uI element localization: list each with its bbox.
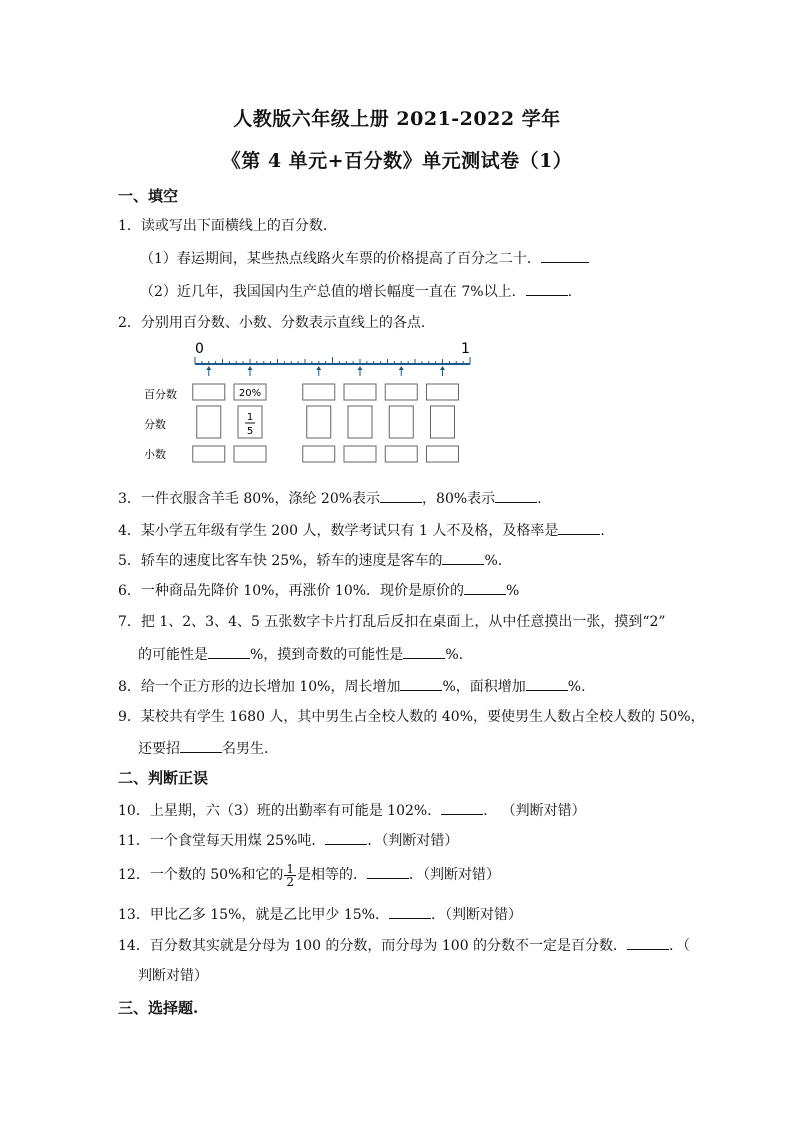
question-1-part-2-end: . [567,284,573,300]
section-multiple-choice-heading: 三、选择题. [118,999,199,1017]
section-fill-in-heading: 一、填空 [118,187,179,205]
point-arrowhead [316,366,321,370]
question-7-text-a: 的可能性是 [138,647,208,663]
question-12 [118,860,500,890]
decimal-answer-box [193,446,225,462]
number-line-figure [140,336,485,471]
point-arrows [206,366,445,376]
fraction-answer-box [431,406,455,438]
answer-boxes [193,384,459,462]
question-14-text-b: ．（ [669,938,691,954]
question-3 [118,488,542,509]
question-1-part-2 [140,281,572,302]
answer-blank[interactable] [367,864,409,879]
question-6-text-a: 6．一种商品先降价 10%，再涨价 10%．现价是原价的 [118,583,465,599]
point-arrowhead [248,366,253,370]
question-11-text-b: ．（判断对错） [367,833,459,849]
number-line-end-label: 1 [461,341,470,357]
question-7-line-1: 7．把 1、2、3、4、5 五张数字卡片打乱后反扣在桌面上，从中任意摸出一张，摸到“2” [118,614,666,630]
question-7-text-c: %. [445,647,464,663]
answer-blank[interactable] [441,800,483,815]
answer-blank[interactable] [389,904,431,919]
answer-blank[interactable] [400,676,442,691]
question-10-text-a: 10．上星期，六（3）班的出勤率有可能是 102%． [118,803,442,819]
answer-blank[interactable] [325,830,367,845]
title-line-1: 人教版六年级上册 2021-2022 学年 [233,108,561,130]
row-label-decimal: 小数 [144,448,166,461]
fraction-answer-box [348,406,372,438]
question-14-text-a: 14．百分数其实就是分母为 100 的分数，而分母为 100 的分数不一定是百分数． [118,938,628,954]
point-arrowhead [399,366,404,370]
question-12-text-a: 12．一个数的 50%和它的 [118,867,284,883]
question-14-line-2: 判断对错） [138,968,208,984]
fraction-answer-box [197,406,221,438]
decimal-answer-box [303,446,335,462]
percent-answer-box [193,384,225,400]
percent-answer-box [303,384,335,400]
question-11-text-a: 11．一个食堂每天用煤 25%吨． [118,833,326,849]
answer-blank[interactable] [541,248,589,263]
question-6 [118,580,519,601]
answer-blank[interactable] [627,935,669,950]
answer-blank[interactable] [526,281,568,296]
question-4 [118,520,605,541]
point-arrowhead [358,366,363,370]
question-13-text-a: 13．甲比乙多 15%，就是乙比甲少 15%． [118,907,389,923]
question-11 [118,830,458,851]
given-percent-value: 20% [238,388,262,399]
answer-blank[interactable] [208,644,250,659]
answer-blank[interactable] [464,580,506,595]
given-fraction-numerator: 1 [246,412,254,423]
answer-blank[interactable] [558,520,600,535]
question-8-text-a: 8．给一个正方形的边长增加 10%，周长增加 [118,679,401,695]
question-9-line-2 [138,738,278,759]
fraction-denominator: 2 [286,874,295,889]
question-12-text-b: 是相等的． [297,867,368,883]
decimal-answer-box [344,446,376,462]
percent-answer-box [427,384,459,400]
number-line-ticks [195,357,470,364]
question-3-text-b: ，80%表示 [422,491,496,507]
question-3-text-c: . [537,491,542,507]
question-2-stem: 2．分别用百分数、小数、分数表示直线上的各点． [118,315,435,331]
decimal-answer-box [427,446,459,462]
question-8-text-b: %，面积增加 [442,679,526,695]
point-arrowhead [206,366,211,370]
question-1-part-1 [140,248,589,269]
decimal-answer-box [234,446,266,462]
question-9-line-1: 9．某校共有学生 1680 人，其中男生占全校人数的 40%，要使男生人数占全校人数的 50%， [118,709,705,725]
question-6-text-b: % [506,583,520,599]
question-9-text-a: 还要招 [138,741,180,757]
question-5-text-a: 5．轿车的速度比客车快 25%，轿车的速度是客车的 [118,553,443,569]
decimal-answer-box [385,446,417,462]
title-line-2: 《第 4 单元+百分数》单元测试卷（1） [221,150,573,172]
row-label-fraction: 分数 [144,418,166,431]
question-7-text-b: %，摸到奇数的可能性是 [250,647,404,663]
question-1-part-1-text: （1）春运期间，某些热点线路火车票的价格提高了百分之二十． [140,251,541,267]
question-10 [118,800,586,821]
question-5 [118,550,502,571]
question-8 [118,676,586,697]
question-12-text-c: ．（判断对错） [409,867,501,883]
question-3-text-a: 3．一件衣服含羊毛 80%，涤纶 20%表示 [118,491,381,507]
answer-blank[interactable] [442,550,484,565]
question-13-text-b: ．（判断对错） [430,907,522,923]
fraction-answer-box [389,406,413,438]
fraction-one-half [284,863,296,888]
answer-blank[interactable] [495,488,537,503]
section-true-false-heading: 二、判断正误 [118,769,209,787]
question-1-part-2-text: （2）近几年，我国国内生产总值的增长幅度一直在 7%以上． [140,284,526,300]
percent-answer-box [344,384,376,400]
question-8-text-c: %. [567,679,586,695]
question-9-text-b: 名男生． [222,741,278,757]
answer-blank[interactable] [526,676,568,691]
answer-blank[interactable] [403,644,445,659]
question-13 [118,904,522,925]
question-4-text-a: 4．某小学五年级有学生 200 人，数学考试只有 1 人不及格，及格率是 [118,523,559,539]
answer-blank[interactable] [180,738,222,753]
question-14-line-1 [118,935,690,956]
fraction-answer-box [307,406,331,438]
percent-answer-box [385,384,417,400]
question-7-line-2 [138,644,463,665]
fraction-numerator: 1 [286,861,295,876]
answer-blank[interactable] [380,488,422,503]
number-line-start-label: 0 [195,341,204,357]
given-fraction-denominator: 5 [246,426,254,437]
point-arrowhead [440,366,445,370]
row-label-percent: 百分数 [144,388,177,401]
question-4-text-b: . [600,523,605,539]
question-10-text-b: ． （判断对错） [483,803,586,819]
question-1-stem: 1．读或写出下面横线上的百分数． [118,218,337,234]
question-5-text-b: %. [484,553,503,569]
